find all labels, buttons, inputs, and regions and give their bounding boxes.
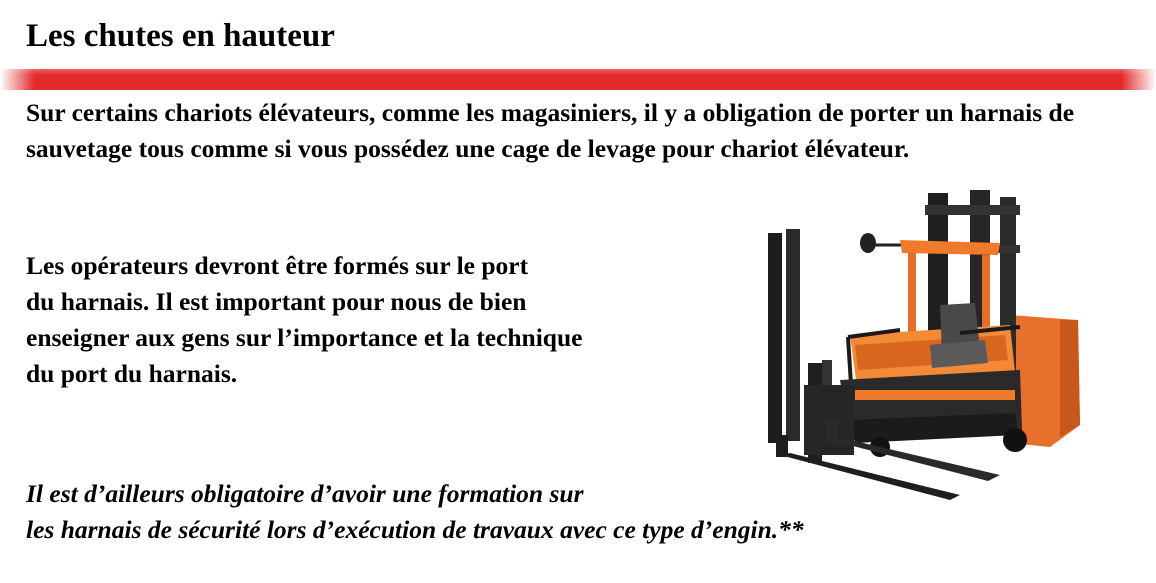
paragraph-line: du port du harnais.: [26, 359, 238, 388]
paragraph-line: enseigner aux gens sur l’importance et la technique: [26, 323, 583, 352]
title-underline-bar: [0, 69, 1156, 90]
paragraph-harness-obligation: Sur certains chariots élévateurs, comme les magasiniers, il y a obligation de porter un harnais de sauvetage tous comme si vous possédez une cage de levage pour chariot élévateur.: [26, 98, 1075, 163]
paragraph-line: du harnais. Il est important pour nous de bien: [26, 287, 527, 316]
page-title: Les chutes en hauteur: [26, 18, 335, 54]
paragraph-line: les harnais de sécurité lors d’exécution de travaux avec ce type d’engin.**: [26, 515, 804, 544]
forklift-icon: [760, 185, 1100, 505]
paragraph-line: Il est d’ailleurs obligatoire d’avoir une formation sur: [26, 479, 584, 508]
paragraph-line: Les opérateurs devront être formés sur le port: [26, 251, 529, 280]
paragraph-operator-training: [26, 248, 726, 392]
